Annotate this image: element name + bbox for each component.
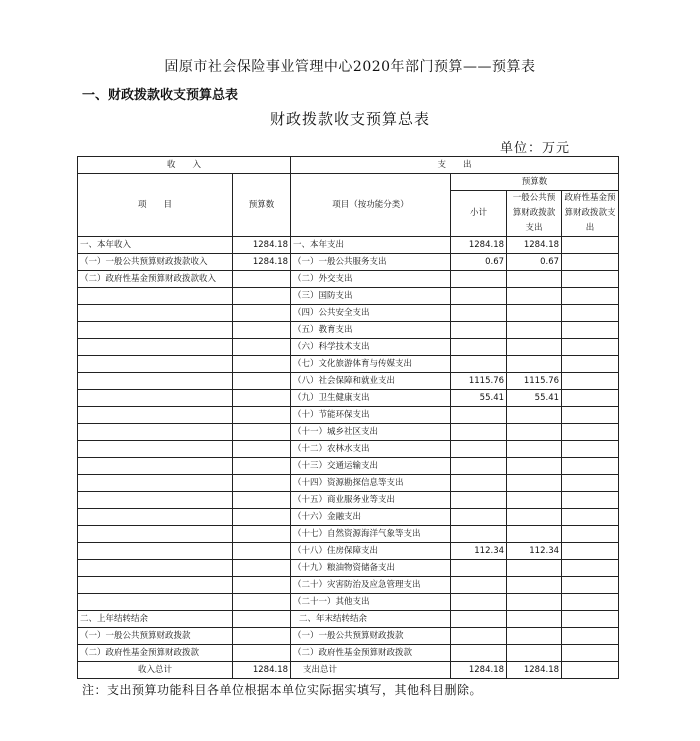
income-item-cell bbox=[78, 390, 233, 407]
expense-subtotal-cell bbox=[451, 407, 507, 424]
col-fund-budget-header: 政府性基金预算财政拨款支出 bbox=[562, 191, 619, 237]
expense-total-general: 1284.18 bbox=[507, 662, 562, 679]
expense-subtotal-cell bbox=[451, 492, 507, 509]
col-item-header: 项 目 bbox=[78, 174, 233, 237]
expense-fund-cell bbox=[562, 543, 619, 560]
expense-total-subtotal: 1284.18 bbox=[451, 662, 507, 679]
income-amount-cell bbox=[233, 492, 291, 509]
expense-subtotal-cell: 1284.18 bbox=[451, 237, 507, 254]
page-title: 固原市社会保险事业管理中心2020年部门预算——预算表 bbox=[164, 59, 536, 75]
section-heading: 一、财政拨款收支预算总表 bbox=[82, 88, 239, 103]
expense-fund-cell bbox=[562, 594, 619, 611]
expense-item-cell: （十）节能环保支出 bbox=[291, 407, 451, 424]
expense-fund-cell bbox=[562, 373, 619, 390]
income-item-cell bbox=[78, 407, 233, 424]
expense-item-cell: （一）一般公共预算财政拨款 bbox=[291, 628, 451, 645]
table-row bbox=[78, 509, 619, 526]
table-row bbox=[78, 458, 619, 475]
income-amount-cell bbox=[233, 577, 291, 594]
table-row bbox=[78, 424, 619, 441]
expense-fund-cell bbox=[562, 628, 619, 645]
expense-item-cell: （二）外交支出 bbox=[291, 271, 451, 288]
income-amount-cell bbox=[233, 594, 291, 611]
expense-item-cell: （十五）商业服务业等支出 bbox=[291, 492, 451, 509]
table-row bbox=[78, 492, 619, 509]
income-amount-cell bbox=[233, 611, 291, 628]
income-item-cell: （一）一般公共预算财政拨款收入 bbox=[78, 254, 233, 271]
expense-item-cell: （十六）金融支出 bbox=[291, 509, 451, 526]
income-amount-cell bbox=[233, 475, 291, 492]
unit-label: 单位：万元 bbox=[500, 141, 571, 156]
expense-general-cell bbox=[507, 475, 562, 492]
expense-general-cell bbox=[507, 526, 562, 543]
expense-general-cell bbox=[507, 356, 562, 373]
col-general-budget-header: 一般公共预算财政拨款支出 bbox=[507, 191, 562, 237]
expense-general-cell bbox=[507, 628, 562, 645]
table-row bbox=[78, 237, 619, 254]
expense-general-cell bbox=[507, 288, 562, 305]
income-item-cell: 一、本年收入 bbox=[78, 237, 233, 254]
expense-fund-cell bbox=[562, 322, 619, 339]
expense-subtotal-cell bbox=[451, 271, 507, 288]
income-item-cell bbox=[78, 577, 233, 594]
table-row bbox=[78, 254, 619, 271]
expense-fund-cell bbox=[562, 271, 619, 288]
expense-subtotal-cell bbox=[451, 339, 507, 356]
expense-item-cell: （十一）城乡社区支出 bbox=[291, 424, 451, 441]
table-row bbox=[78, 373, 619, 390]
income-item-cell: （二）政府性基金预算财政拨款 bbox=[78, 645, 233, 662]
expense-general-cell bbox=[507, 305, 562, 322]
table-row bbox=[78, 577, 619, 594]
expense-item-cell: （十四）资源勘探信息等支出 bbox=[291, 475, 451, 492]
expense-item-cell: （二十）灾害防治及应急管理支出 bbox=[291, 577, 451, 594]
expense-item-cell: （五）教育支出 bbox=[291, 322, 451, 339]
expense-fund-cell bbox=[562, 611, 619, 628]
income-item-cell bbox=[78, 356, 233, 373]
expense-general-cell: 55.41 bbox=[507, 390, 562, 407]
expense-item-cell: （七）文化旅游体育与传媒支出 bbox=[291, 356, 451, 373]
expense-general-cell bbox=[507, 594, 562, 611]
income-item-cell: （一）一般公共预算财政拨款 bbox=[78, 628, 233, 645]
table-row bbox=[78, 305, 619, 322]
table-row bbox=[78, 407, 619, 424]
col-subtotal-header: 小计 bbox=[451, 191, 507, 237]
expense-fund-cell bbox=[562, 288, 619, 305]
income-amount-cell bbox=[233, 407, 291, 424]
expense-fund-cell bbox=[562, 509, 619, 526]
income-amount-cell bbox=[233, 543, 291, 560]
table-row bbox=[78, 611, 619, 628]
table-row bbox=[78, 526, 619, 543]
expense-item-cell: （十八）住房保障支出 bbox=[291, 543, 451, 560]
expense-general-cell bbox=[507, 339, 562, 356]
expense-subtotal-cell bbox=[451, 288, 507, 305]
expense-subtotal-cell bbox=[451, 560, 507, 577]
expense-general-cell bbox=[507, 492, 562, 509]
expense-general-cell bbox=[507, 407, 562, 424]
income-item-cell bbox=[78, 526, 233, 543]
income-amount-cell bbox=[233, 305, 291, 322]
expense-subtotal-cell bbox=[451, 594, 507, 611]
income-amount-cell bbox=[233, 645, 291, 662]
expense-subtotal-cell bbox=[451, 424, 507, 441]
table-row bbox=[78, 594, 619, 611]
expense-general-cell: 0.67 bbox=[507, 254, 562, 271]
income-total-label: 收入总计 bbox=[78, 662, 233, 679]
income-amount-cell bbox=[233, 288, 291, 305]
table-title: 财政拨款收支预算总表 bbox=[269, 110, 430, 128]
expense-item-cell: （四）公共安全支出 bbox=[291, 305, 451, 322]
income-amount-cell bbox=[233, 441, 291, 458]
income-header: 收 入 bbox=[78, 157, 291, 174]
table-row bbox=[78, 441, 619, 458]
income-item-cell bbox=[78, 322, 233, 339]
expense-fund-cell bbox=[562, 526, 619, 543]
expense-item-cell: （三）国防支出 bbox=[291, 288, 451, 305]
table-row bbox=[78, 322, 619, 339]
income-amount-cell bbox=[233, 339, 291, 356]
expense-fund-cell bbox=[562, 407, 619, 424]
expense-general-cell bbox=[507, 509, 562, 526]
expense-general-cell bbox=[507, 560, 562, 577]
table-body bbox=[78, 237, 619, 662]
budget-group-header: 预算数 bbox=[451, 174, 619, 191]
expense-fund-cell bbox=[562, 492, 619, 509]
expense-item-cell: （十三）交通运输支出 bbox=[291, 458, 451, 475]
expense-item-cell: （二十一）其他支出 bbox=[291, 594, 451, 611]
income-amount-cell bbox=[233, 373, 291, 390]
income-item-cell bbox=[78, 543, 233, 560]
expense-general-cell: 1115.76 bbox=[507, 373, 562, 390]
expense-subtotal-cell bbox=[451, 645, 507, 662]
expense-general-cell: 112.34 bbox=[507, 543, 562, 560]
table-row bbox=[78, 543, 619, 560]
budget-summary-table bbox=[77, 156, 619, 679]
table-row bbox=[78, 390, 619, 407]
expense-fund-cell bbox=[562, 577, 619, 594]
expense-fund-cell bbox=[562, 560, 619, 577]
income-item-cell bbox=[78, 560, 233, 577]
income-item-cell bbox=[78, 492, 233, 509]
income-item-cell bbox=[78, 288, 233, 305]
income-item-cell bbox=[78, 373, 233, 390]
table-row bbox=[78, 560, 619, 577]
expense-subtotal-cell bbox=[451, 322, 507, 339]
expense-item-cell: （十九）粮油物资储备支出 bbox=[291, 560, 451, 577]
expense-fund-cell bbox=[562, 645, 619, 662]
income-amount-cell bbox=[233, 390, 291, 407]
expense-fund-cell bbox=[562, 475, 619, 492]
expense-subtotal-cell bbox=[451, 305, 507, 322]
total-row bbox=[78, 662, 619, 679]
table-row bbox=[78, 645, 619, 662]
expense-fund-cell bbox=[562, 305, 619, 322]
expense-fund-cell bbox=[562, 339, 619, 356]
income-amount-cell bbox=[233, 509, 291, 526]
expense-subtotal-cell bbox=[451, 458, 507, 475]
income-item-cell bbox=[78, 339, 233, 356]
expense-subtotal-cell bbox=[451, 475, 507, 492]
income-amount-cell bbox=[233, 628, 291, 645]
expense-subtotal-cell: 55.41 bbox=[451, 390, 507, 407]
expense-subtotal-cell: 112.34 bbox=[451, 543, 507, 560]
income-amount-cell bbox=[233, 424, 291, 441]
expense-general-cell bbox=[507, 441, 562, 458]
income-total-amount: 1284.18 bbox=[233, 662, 291, 679]
expense-header: 支 出 bbox=[291, 157, 619, 174]
expense-subtotal-cell: 0.67 bbox=[451, 254, 507, 271]
expense-fund-cell bbox=[562, 424, 619, 441]
expense-item-cell: （六）科学技术支出 bbox=[291, 339, 451, 356]
expense-item-cell: （十七）自然资源海洋气象等支出 bbox=[291, 526, 451, 543]
expense-general-cell bbox=[507, 458, 562, 475]
expense-subtotal-cell bbox=[451, 526, 507, 543]
income-item-cell bbox=[78, 305, 233, 322]
expense-subtotal-cell: 1115.76 bbox=[451, 373, 507, 390]
expense-fund-cell bbox=[562, 356, 619, 373]
expense-item-cell: （九）卫生健康支出 bbox=[291, 390, 451, 407]
expense-item-cell: 一、本年支出 bbox=[291, 237, 451, 254]
col-budget-header: 预算数 bbox=[233, 174, 291, 237]
expense-fund-cell bbox=[562, 458, 619, 475]
expense-total-fund bbox=[562, 662, 619, 679]
col-item-by-function-header: 项目（按功能分类） bbox=[291, 174, 451, 237]
expense-item-cell: （八）社会保障和就业支出 bbox=[291, 373, 451, 390]
expense-fund-cell bbox=[562, 237, 619, 254]
expense-fund-cell bbox=[562, 390, 619, 407]
income-amount-cell: 1284.18 bbox=[233, 254, 291, 271]
income-amount-cell bbox=[233, 322, 291, 339]
table-row bbox=[78, 475, 619, 492]
income-item-cell bbox=[78, 424, 233, 441]
income-amount-cell bbox=[233, 271, 291, 288]
table-row bbox=[78, 339, 619, 356]
expense-general-cell bbox=[507, 611, 562, 628]
income-item-cell bbox=[78, 475, 233, 492]
expense-subtotal-cell bbox=[451, 611, 507, 628]
footnote: 注：支出预算功能科目各单位根据本单位实际据实填写，其他科目删除。 bbox=[82, 683, 483, 697]
expense-fund-cell bbox=[562, 441, 619, 458]
income-amount-cell bbox=[233, 458, 291, 475]
table-row bbox=[78, 628, 619, 645]
expense-general-cell bbox=[507, 577, 562, 594]
expense-item-cell: 二、年末结转结余 bbox=[291, 611, 451, 628]
income-item-cell: （二）政府性基金预算财政拨款收入 bbox=[78, 271, 233, 288]
expense-subtotal-cell bbox=[451, 628, 507, 645]
expense-total-label: 支出总计 bbox=[291, 662, 451, 679]
income-amount-cell bbox=[233, 356, 291, 373]
expense-item-cell: （二）政府性基金预算财政拨款 bbox=[291, 645, 451, 662]
table-row bbox=[78, 288, 619, 305]
income-item-cell bbox=[78, 594, 233, 611]
income-item-cell bbox=[78, 509, 233, 526]
income-amount-cell: 1284.18 bbox=[233, 237, 291, 254]
expense-general-cell bbox=[507, 645, 562, 662]
expense-general-cell bbox=[507, 424, 562, 441]
income-amount-cell bbox=[233, 560, 291, 577]
expense-item-cell: （一）一般公共服务支出 bbox=[291, 254, 451, 271]
expense-general-cell bbox=[507, 271, 562, 288]
expense-subtotal-cell bbox=[451, 509, 507, 526]
income-item-cell bbox=[78, 458, 233, 475]
income-amount-cell bbox=[233, 526, 291, 543]
income-item-cell bbox=[78, 441, 233, 458]
expense-fund-cell bbox=[562, 254, 619, 271]
table-row bbox=[78, 356, 619, 373]
income-item-cell: 二、上年结转结余 bbox=[78, 611, 233, 628]
expense-subtotal-cell bbox=[451, 577, 507, 594]
expense-general-cell: 1284.18 bbox=[507, 237, 562, 254]
expense-item-cell: （十二）农林水支出 bbox=[291, 441, 451, 458]
table-row bbox=[78, 271, 619, 288]
expense-general-cell bbox=[507, 322, 562, 339]
expense-subtotal-cell bbox=[451, 441, 507, 458]
expense-subtotal-cell bbox=[451, 356, 507, 373]
